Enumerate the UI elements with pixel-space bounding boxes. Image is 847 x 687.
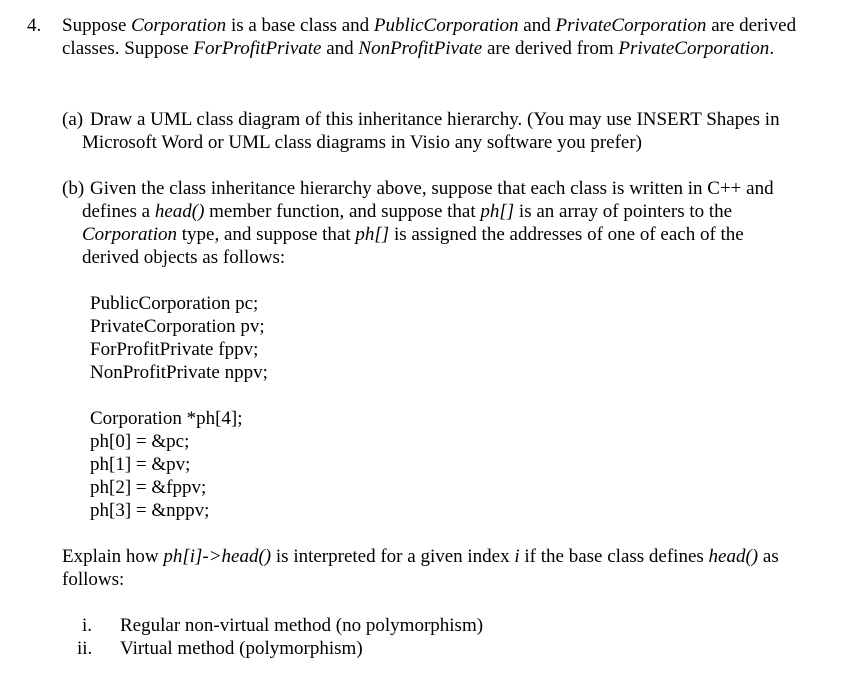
- intro-text-5: and: [321, 38, 359, 59]
- intro-text-4: are derived classes. Suppose: [62, 15, 797, 59]
- part-b-text-2: member function, and suppose that: [204, 201, 481, 222]
- class-name-for-profit-private: ForProfitPrivate: [193, 38, 322, 59]
- question-intro: [62, 14, 802, 60]
- part-b-label: (b): [62, 178, 85, 199]
- explain-text-1: Explain how: [62, 546, 164, 567]
- array-ph: ph[]: [480, 201, 515, 222]
- assignment-line: ph[2] = &fppv;: [90, 477, 207, 498]
- question-number: 4.: [27, 15, 42, 36]
- class-name-private-corporation-2: PrivateCorporation: [618, 38, 770, 59]
- explain-text-4: as follows:: [62, 546, 779, 590]
- class-name-corporation: Corporation: [131, 15, 227, 36]
- class-name-public-corporation: PublicCorporation: [373, 15, 519, 36]
- assignments-code: [90, 407, 243, 522]
- option-text: Virtual method (polymorphism): [120, 638, 363, 659]
- option-number: ii.: [77, 638, 93, 659]
- part-b-text-1: Given the class inheritance hierarchy above, suppose that each class is written in C++ and defines a: [82, 178, 774, 222]
- class-name-private-corporation: PrivateCorporation: [555, 15, 707, 36]
- assignment-line: Corporation *ph[4];: [90, 408, 243, 429]
- explain-text-2: is interpreted for a given index: [271, 546, 515, 567]
- intro-text-1: Suppose: [62, 15, 132, 36]
- intro-text-6: are derived from: [482, 38, 619, 59]
- part-a-label: (a): [62, 109, 84, 130]
- part-b-text-5: is assigned the addresses of one of each of the derived objects as follows:: [82, 224, 744, 268]
- intro-text-7: .: [769, 38, 775, 59]
- type-corporation: Corporation: [82, 224, 178, 245]
- declarations-code: [90, 292, 268, 384]
- part-b-text-3: is an array of pointers to the: [514, 201, 733, 222]
- intro-text-2: is a base class and: [226, 15, 374, 36]
- part-b-text: [82, 177, 802, 269]
- option-text: Regular non-virtual method (no polymorphism): [120, 615, 484, 636]
- declaration-line: PrivateCorporation pv;: [90, 316, 265, 337]
- part-b-text-4: type, and suppose that: [177, 224, 356, 245]
- declaration-line: NonProfitPrivate nppv;: [90, 362, 268, 383]
- option-list: [0, 614, 847, 664]
- class-name-non-profit-private: NonProfitPivate: [358, 38, 483, 59]
- intro-text-3: and: [518, 15, 556, 36]
- explain-prompt: [62, 545, 822, 591]
- assignment-line: ph[0] = &pc;: [90, 431, 190, 452]
- expression-call: ph[i]->head(): [163, 546, 272, 567]
- method-head: head(): [154, 201, 205, 222]
- index-variable: i: [514, 546, 520, 567]
- array-ph-2: ph[]: [355, 224, 390, 245]
- declaration-line: PublicCorporation pc;: [90, 293, 259, 314]
- declaration-line: ForProfitPrivate fppv;: [90, 339, 259, 360]
- assignment-line: ph[1] = &pv;: [90, 454, 191, 475]
- part-a-text: Draw a UML class diagram of this inheritance hierarchy. (You may use INSERT Shapes in Microsoft Word or UML class diagrams in Visio any software you prefer): [82, 109, 780, 153]
- method-head-2: head(): [708, 546, 759, 567]
- explain-text-3: if the base class defines: [519, 546, 709, 567]
- option-number: i.: [82, 615, 93, 636]
- assignment-line: ph[3] = &nppv;: [90, 500, 210, 521]
